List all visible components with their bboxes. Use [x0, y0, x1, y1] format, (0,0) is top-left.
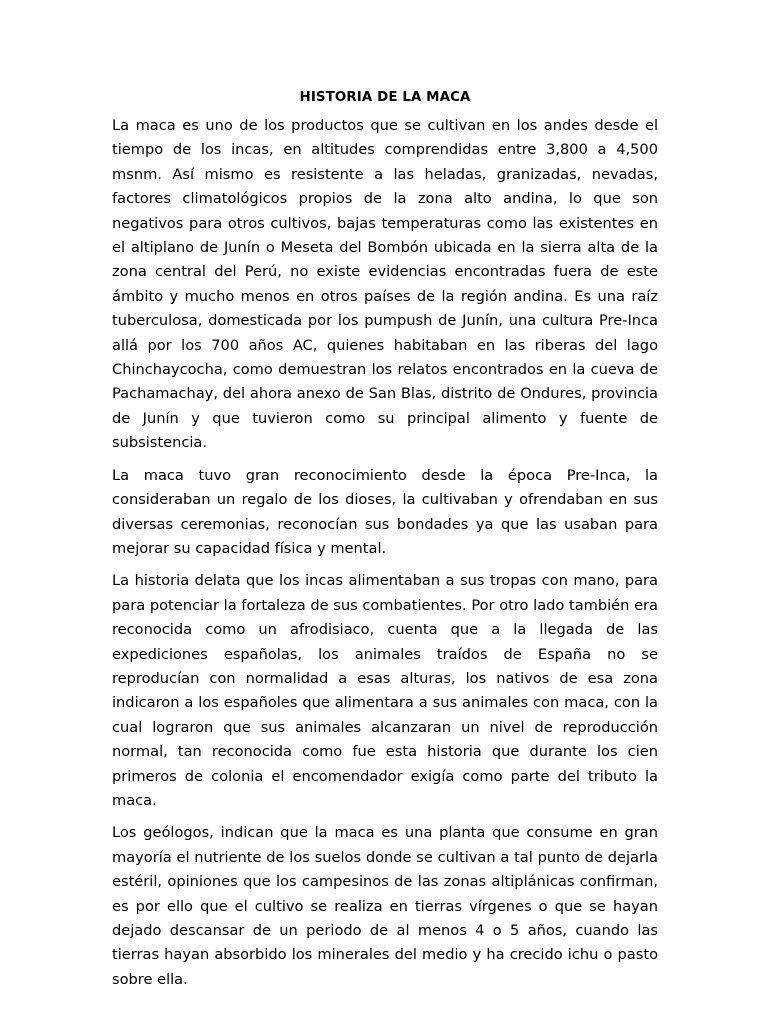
document-page	[112, 86, 658, 1000]
paragraph-1: La maca es uno de los productos que se cultivan en los andes desde el tiempo de los incas, en altitudes comprendidas entre 3,800 a 4,500 msnm. Así mismo es resistente a las heladas, granizadas, nevadas, factores climatológicos propios de la zona alto andina, lo que son negativos para otros cultivos, bajas temperaturas como las existentes en el altiplano de Junín o Meseta del Bombón ubicada en la sierra alta de la zona central del Perú, no existe evidencias encontradas fuera de este ámbito y mucho menos en otros países de la región andina. Es una raíz tuberculosa, domesticada por los pumpush de Junín, una cultura Pre-Inca allá por los 700 años AC, quienes habitaban en las riberas del lago Chinchaycocha, como demuestran los relatos encontrados en la cueva de Pachamachay, del ahora anexo de San Blas, distrito de Ondures, provincia de Junín y que tuvieron como su principal alimento y fuente de subsistencia.	[112, 117, 658, 452]
paragraph-2: La maca tuvo gran reconocimiento desde la época Pre-Inca, la consideraban un regalo de los dioses, la cultivaban y ofrendaban en sus diversas ceremonias, reconocían sus bondades ya que las usaban para mejorar su capacidad física y mental.	[112, 466, 658, 557]
paragraph-4: Los geólogos, indican que la maca es una planta que consume en gran mayoría el nutriente de los suelos donde se cultivan a tal punto de dejarla estéril, opiniones que los campesinos de las zonas altiplánicas confirman, es por ello que el cultivo se realiza en tierras vírgenes o que se hayan dejado descansar de un periodo de al menos 4 o 5 años, cuando las tierras hayan absorbido los minerales del medio y ha crecido ichu o pasto sobre ella.	[112, 824, 658, 988]
paragraph-3: La historia delata que los incas alimentaban a sus tropas con mano, para para potenciar la fortaleza de sus combatientes. Por otro lado también era reconocida como un afrodisiaco, cuenta que a la llegada de las expediciones españolas, los animales traídos de España no se reproducían con normalidad a esas alturas, los nativos de esa zona indicaron a los españoles que alimentara a sus animales con maca, con la cual lograron que sus animales alcanzaran un nivel de reproducción normal, tan reconocida como fue esta historia que durante los cien primeros de colonia el encomendador exigía como parte del tributo la maca.	[112, 572, 658, 809]
document-title: HISTORIA DE LA MACA	[299, 90, 471, 105]
